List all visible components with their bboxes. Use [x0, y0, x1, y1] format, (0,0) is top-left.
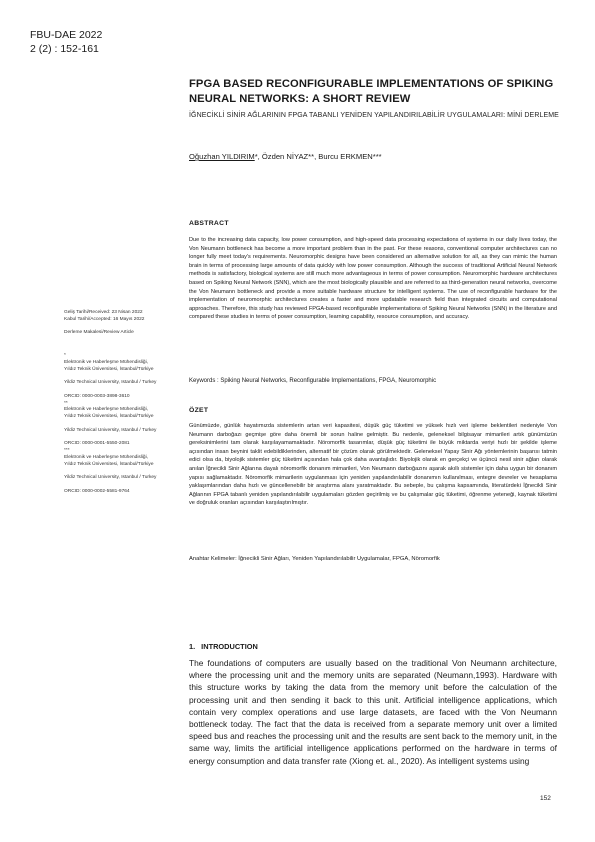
received-date: Geliş Tarihi/Received: 23 Nisan 2022 [64, 310, 143, 315]
affiliation-2-mark: ** [64, 400, 68, 406]
abstract-body: Due to the increasing data capacity, low power consumption, and high-speed data processing expectations of systems in our daily lives today, the Von Neumann bottleneck has become a more important problem than in the past. For these reasons, conventional computer architectures can no longer fully meet today's requirements. Neuromorphic designs have been considered an alternative solution for all, as they can mimic the human brain in terms of processing large amounts of data quickly with low power consumption. Although the success of traditional Artificial Neural Network methods is satisfactory, biological systems are still much more advantageous in terms of power consumption. Neuromorphic hardware architectures based on Spiking Neural Network (SNN), which are the most biologically plausible and are referred to as third-generation neural networks, overcome the Von Neumann bottleneck and provide a more suitable hardware structure for intelligent systems. The use of reconfigurable hardware for the implementation of neuromorphic architectures creates a faster and more updatable research field than integrated circuits and computational approaches. Therefore, this study has reviewed FPGA-based reconfigurable implementations of Spiking Neural Networks (SNN) in the literature and compared these studies in terms of power consumption, learning capability, resource consumption, and accuracy. [189, 237, 557, 321]
other-authors: *, Özden NİYAZ**, Burcu ERKMEN*** [254, 152, 382, 161]
ozet-heading: ÖZET [189, 407, 209, 414]
section-number: 1. [189, 642, 196, 651]
paper-title: FPGA BASED RECONFIGURABLE IMPLEMENTATIONS OF SPIKING NEURAL NETWORKS: A SHORT REVIEW [189, 78, 554, 105]
affiliation-2-univ: Yildiz Technical University, Istanbul / Turkey [64, 427, 157, 433]
paper-subtitle: İĞNECİKLİ SİNİR AĞLARININ FPGA TABANLI YENİDEN YAPILANDIRILABİLİR UYGULAMALARI: MİNİ DERLEME [189, 112, 559, 119]
journal-name: FBU-DAE 2022 [30, 29, 103, 41]
journal-issue: 2 (2) : 152-161 [30, 43, 99, 55]
affiliation-2-orcid: ORCID: 0000-0001-5550-2081 [64, 441, 130, 447]
affiliation-1-mark: * [64, 353, 66, 359]
journal-header [30, 28, 102, 56]
page-number: 152 [540, 795, 551, 802]
author-list [189, 152, 382, 161]
affiliation-2-dept: Elektronik ve Haberleşme Mühendisliği, Yıldız Teknik Üniversitesi, İstanbul/Türkiye [64, 407, 154, 420]
ozet-body: Günümüzde, günlük hayatımızda sistemlerin artan veri kapasitesi, düşük güç tüketimi ve yüksek hızlı veri işleme beklentileri nedeniyle Von Neumann darboğazı geçmişe göre daha önemli bir sorun haline gelmiştir. Bu nedenle, geleneksel bilgisayar mimarileri artık günümüzün gereksinimlerini tam olarak karşılayamamaktadır. Nöromorfik tasarımlar, düşük güç tüketimi ile büyük miktarda veriyi hızlı bir şekilde işleme açısından insan beynini taklit edebildiklerinden, alternatif bir çözüm olarak görülmektedir. Geleneksel Yapay Sinir Ağı yöntemlerinin başarısı tatmin edici olsa da, biyolojik sistemler güç tüketimi açısından hala çok daha avantajlıdır. Biyolojik olarak en gerçekçi ve üçüncü nesil sinir ağları olarak anılan İğnecikli Sinir Ağlarına dayalı nöromorfik donanım mimarileri, Von Neumann darboğazını aşarak akıllı sistemler için daha uygun bir donanım yapısı sağlamaktadır. Nöromorfik mimarilerin uygulanması için yeniden yapılandırılabilir donanımın kullanılması, entegre devreler ve hesaplama yaklaşımlarından daha hızlı ve güncellenebilir bir araştırma alanı yaratmaktadır. Bu sebeple, bu çalışma kapsamında, literatürdeki İğnecikli Sinir Ağlarının FPGA tabanlı yeniden yapılandırılabilir uygulamaları gözden geçirilmiş ve bu çalışmalar güç tüketimi, öğrenme yeteneği, kaynak tüketimi ve doğruluk oranları açısından karşılaştırılmıştır. [189, 423, 557, 507]
affiliation-3-mark: *** [64, 448, 70, 454]
affiliation-1-univ: Yildiz Technical University, Istanbul / Turkey [64, 380, 157, 386]
accepted-date: Kabul Tarihi/Accepted: 16 Mayıs 2022 [64, 316, 145, 322]
abstract-keywords: Keywords : Spiking Neural Networks, Reconfigurable Implementations, FPGA, Neuromorphic [189, 378, 437, 384]
affiliation-1-orcid: ORCID: 0000-0003-3898-3610 [64, 393, 130, 399]
affiliation-3-orcid: ORCID: 0000-0002-5581-9764 [64, 488, 130, 494]
affiliation-3-univ: Yildiz Technical University, Istanbul / Turkey [64, 475, 157, 481]
ozet-keywords: Anahtar Kelimeler: İğnecikli Sinir Ağları, Yeniden Yapılandırılabilir Uygulamalar, FPGA, Nöromorfik [189, 556, 440, 562]
section-title: INTRODUCTION [201, 642, 258, 651]
introduction-body: The foundations of computers are usually based on the traditional Von Neumann architecture, where the processing unit and the memory units are separated (Neumann,1993). Hardware with this structure works by taking the data from the memory unit before the calculation of the processing unit and then sending it back to this unit. Artificial intelligence applications, which contain very complex operations and use large datasets, are faced with the Von Neumann bottleneck today. The fact that the data is received from a separate memory unit over a limited speed bus and reaches the processing unit and the results are sent back to the memory unit, in the same way, limits the artificial intelligence applications performed on the hardware in terms of energy consumption and data transfer rate (Xiong et. al., 2020). As intelligent systems using [189, 658, 557, 766]
article-type: Derleme Makalesi/Review Article [64, 330, 134, 336]
introduction-heading [189, 642, 264, 651]
abstract-heading: ABSTRACT [189, 220, 229, 227]
affiliation-1-dept: Elektronik ve Haberleşme Mühendisliği, Yıldız Teknik Üniversitesi, İstanbul/Türkiye [64, 359, 154, 372]
affiliation-3-dept: Elektronik ve Haberleşme Mühendisliği, Yıldız Teknik Üniversitesi, İstanbul/Türkiye [64, 454, 154, 467]
first-author: Oğuzhan YILDIRIM [189, 152, 255, 161]
article-sidebar [64, 310, 159, 496]
